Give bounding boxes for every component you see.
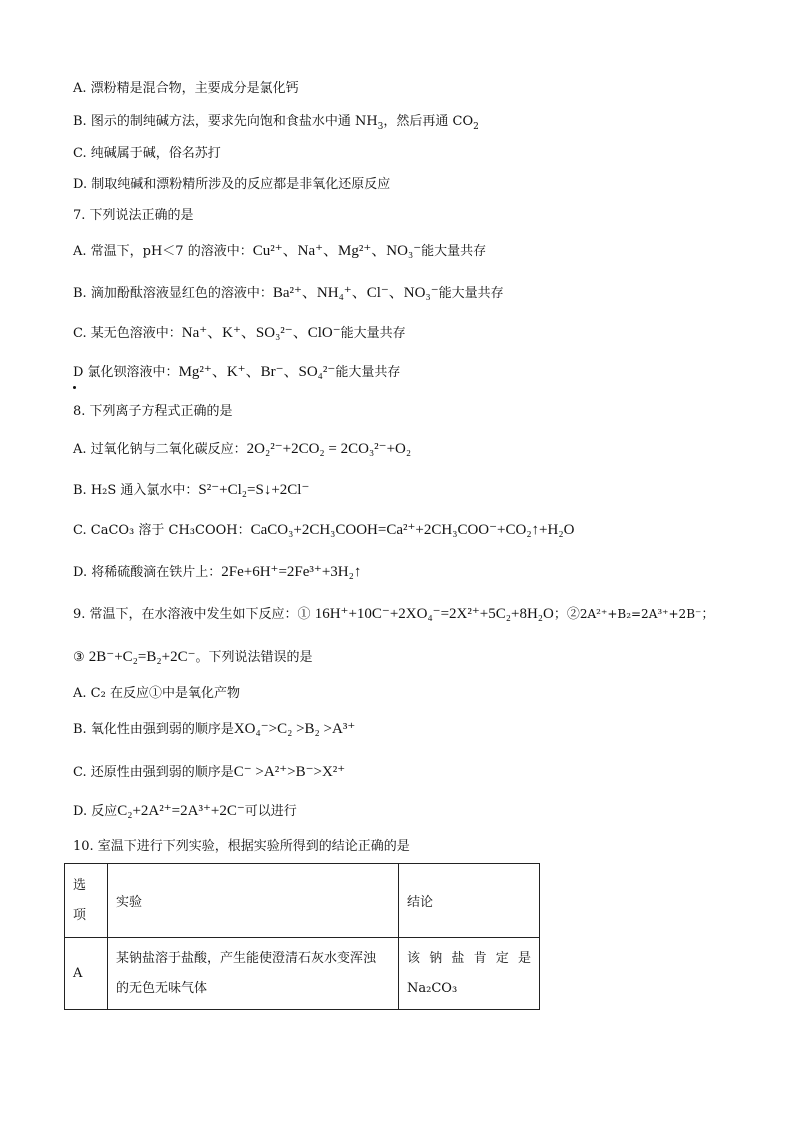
q9-option-c-eq: C⁻ >A²⁺>B⁻>X²⁺	[233, 764, 346, 780]
q9-stem-text: 9. 常温下，在水溶液中发生如下反应：①	[73, 607, 311, 622]
q9-sep: ；②	[553, 607, 580, 622]
q7-option-b-text: B. 滴加酚酞溶液显红色的溶液中：	[73, 286, 273, 301]
q8-stem: 8. 下列离子方程式正确的是	[73, 404, 233, 419]
q7-option-b-tail: 能大量共存	[438, 286, 504, 301]
q9-circle-3: ③	[73, 650, 85, 665]
q8-option-a-eq: 2O₂²⁻+2CO₂ = 2CO₃²⁻+O₂	[246, 441, 412, 457]
q6-option-b: B. 图示的制纯碱方法，要求先向饱和食盐水中通 $NH_3$，然后再通 $CO_2$	[73, 114, 479, 132]
q7-option-d-text: D 氯化钡溶液中：	[73, 365, 179, 380]
row-experiment	[108, 938, 399, 1010]
header-option	[65, 864, 108, 938]
q9-option-c-text: C. 还原性由强到弱的顺序是	[73, 765, 234, 780]
q8-option-b-eq: S²⁻+Cl₂=S↓+2Cl⁻	[198, 482, 310, 498]
q7-option-c-text: C. 某无色溶液中：	[73, 326, 182, 341]
row-option: A	[65, 938, 108, 1010]
row-conclusion-line1: 该钠盐肯定是	[407, 950, 531, 966]
header-option-label: 选项	[73, 877, 87, 923]
header-conclusion: 结论	[399, 864, 540, 938]
table-header-row	[65, 864, 540, 938]
q9-option-d-eq: C₂+2A²⁺=2A³⁺+2C⁻	[117, 803, 245, 819]
q8-option-b	[73, 481, 309, 500]
q6-option-b-text: B. 图示的制纯碱方法，要求先向饱和食盐水中通 NH	[73, 114, 378, 129]
q9-end: ；	[701, 607, 715, 622]
q8-option-d	[73, 563, 361, 582]
q9-option-a: A. C₂ 在反应①中是氧化产物	[73, 686, 240, 701]
stray-dot	[73, 386, 76, 389]
row-conclusion	[399, 938, 540, 1010]
q9-stem-tail: 。下列说法错误的是	[195, 650, 313, 665]
q7-option-b	[73, 284, 504, 303]
q6-option-a: A. 漂粉精是混合物，主要成分是氯化钙	[73, 81, 299, 96]
row-experiment-line1: 某钠盐溶于盐酸，产生能使澄清石灰水变浑浊	[116, 950, 377, 966]
q8-option-c	[73, 521, 574, 540]
q7-option-a	[73, 242, 486, 261]
q6-option-d: D. 制取纯碱和漂粉精所涉及的反应都是非氧化还原反应	[73, 177, 391, 192]
q10-table	[64, 863, 540, 1010]
q9-eq3: 2B⁻+C₂=B₂+2C⁻	[88, 649, 196, 665]
q9-option-b-text: B. 氧化性由强到弱的顺序是	[73, 722, 234, 737]
header-experiment: 实验	[108, 864, 399, 938]
q9-option-b-eq: XO₄⁻>C₂ >B₂ >A³⁺	[233, 721, 356, 737]
q7-stem: 7. 下列说法正确的是	[73, 208, 194, 223]
q6-option-b-text2: ，然后再通 CO	[383, 114, 474, 129]
q7-option-c-tail: 能大量共存	[340, 326, 406, 341]
q9-option-d-text: D. 反应	[73, 804, 118, 819]
q7-option-d-ions: Mg²⁺、K⁺、Br⁻、SO₄²⁻	[178, 364, 336, 380]
q7-option-c-ions: Na⁺、K⁺、SO₃²⁻、ClO⁻	[181, 325, 341, 341]
q7-option-b-ions: Ba²⁺、NH₄⁺、Cl⁻、NO₃⁻	[272, 285, 439, 301]
q7-option-d-tail: 能大量共存	[335, 365, 401, 380]
q8-option-d-text: D. 将稀硫酸滴在铁片上：	[73, 565, 222, 580]
q8-option-d-eq: 2Fe+6H⁺=2Fe³⁺+3H₂↑	[221, 564, 362, 580]
q9-stem-line2	[73, 648, 313, 667]
q8-option-c-text: C. CaCO₃ 溶于 CH₃COOH：	[73, 523, 251, 538]
row-conclusion-line2: Na₂CO₃	[407, 980, 458, 996]
q9-eq1: 16H⁺+10C⁻+2XO₄⁻=2X²⁺+5C₂+8H₂O	[314, 606, 554, 622]
q9-option-c	[73, 763, 345, 782]
q10-stem: 10. 室温下进行下列实验，根据实验所得到的结论正确的是	[73, 839, 410, 854]
q8-option-c-eq: CaCO₃+2CH₃COOH=Ca²⁺+2CH₃COO⁻+CO₂↑+H₂O	[250, 522, 575, 538]
q9-option-d	[73, 802, 297, 821]
q7-option-d	[73, 363, 400, 382]
q7-option-c	[73, 324, 406, 343]
q8-option-a-text: A. 过氧化钠与二氧化碳反应：	[73, 442, 247, 457]
q9-stem-line1	[73, 605, 714, 624]
q6-option-c: C. 纯碱属于碱，俗名苏打	[73, 146, 221, 161]
q9-eq2: 2A²⁺+B₂=2A³⁺+2B⁻	[579, 607, 702, 621]
table-row	[65, 938, 540, 1010]
q9-option-d-tail: 可以进行	[244, 804, 297, 819]
q7-option-a-ions: Cu²⁺、Na⁺、Mg²⁺、NO₃⁻	[252, 243, 422, 259]
q7-option-a-tail: 能大量共存	[421, 244, 487, 259]
q8-option-a	[73, 440, 411, 459]
q8-option-b-text: B. H₂S 通入氯水中：	[73, 483, 199, 498]
q7-option-a-text: A. 常温下，pH＜7 的溶液中：	[73, 244, 253, 259]
q9-option-b	[73, 720, 355, 739]
row-experiment-line2: 的无色无味气体	[116, 980, 208, 996]
